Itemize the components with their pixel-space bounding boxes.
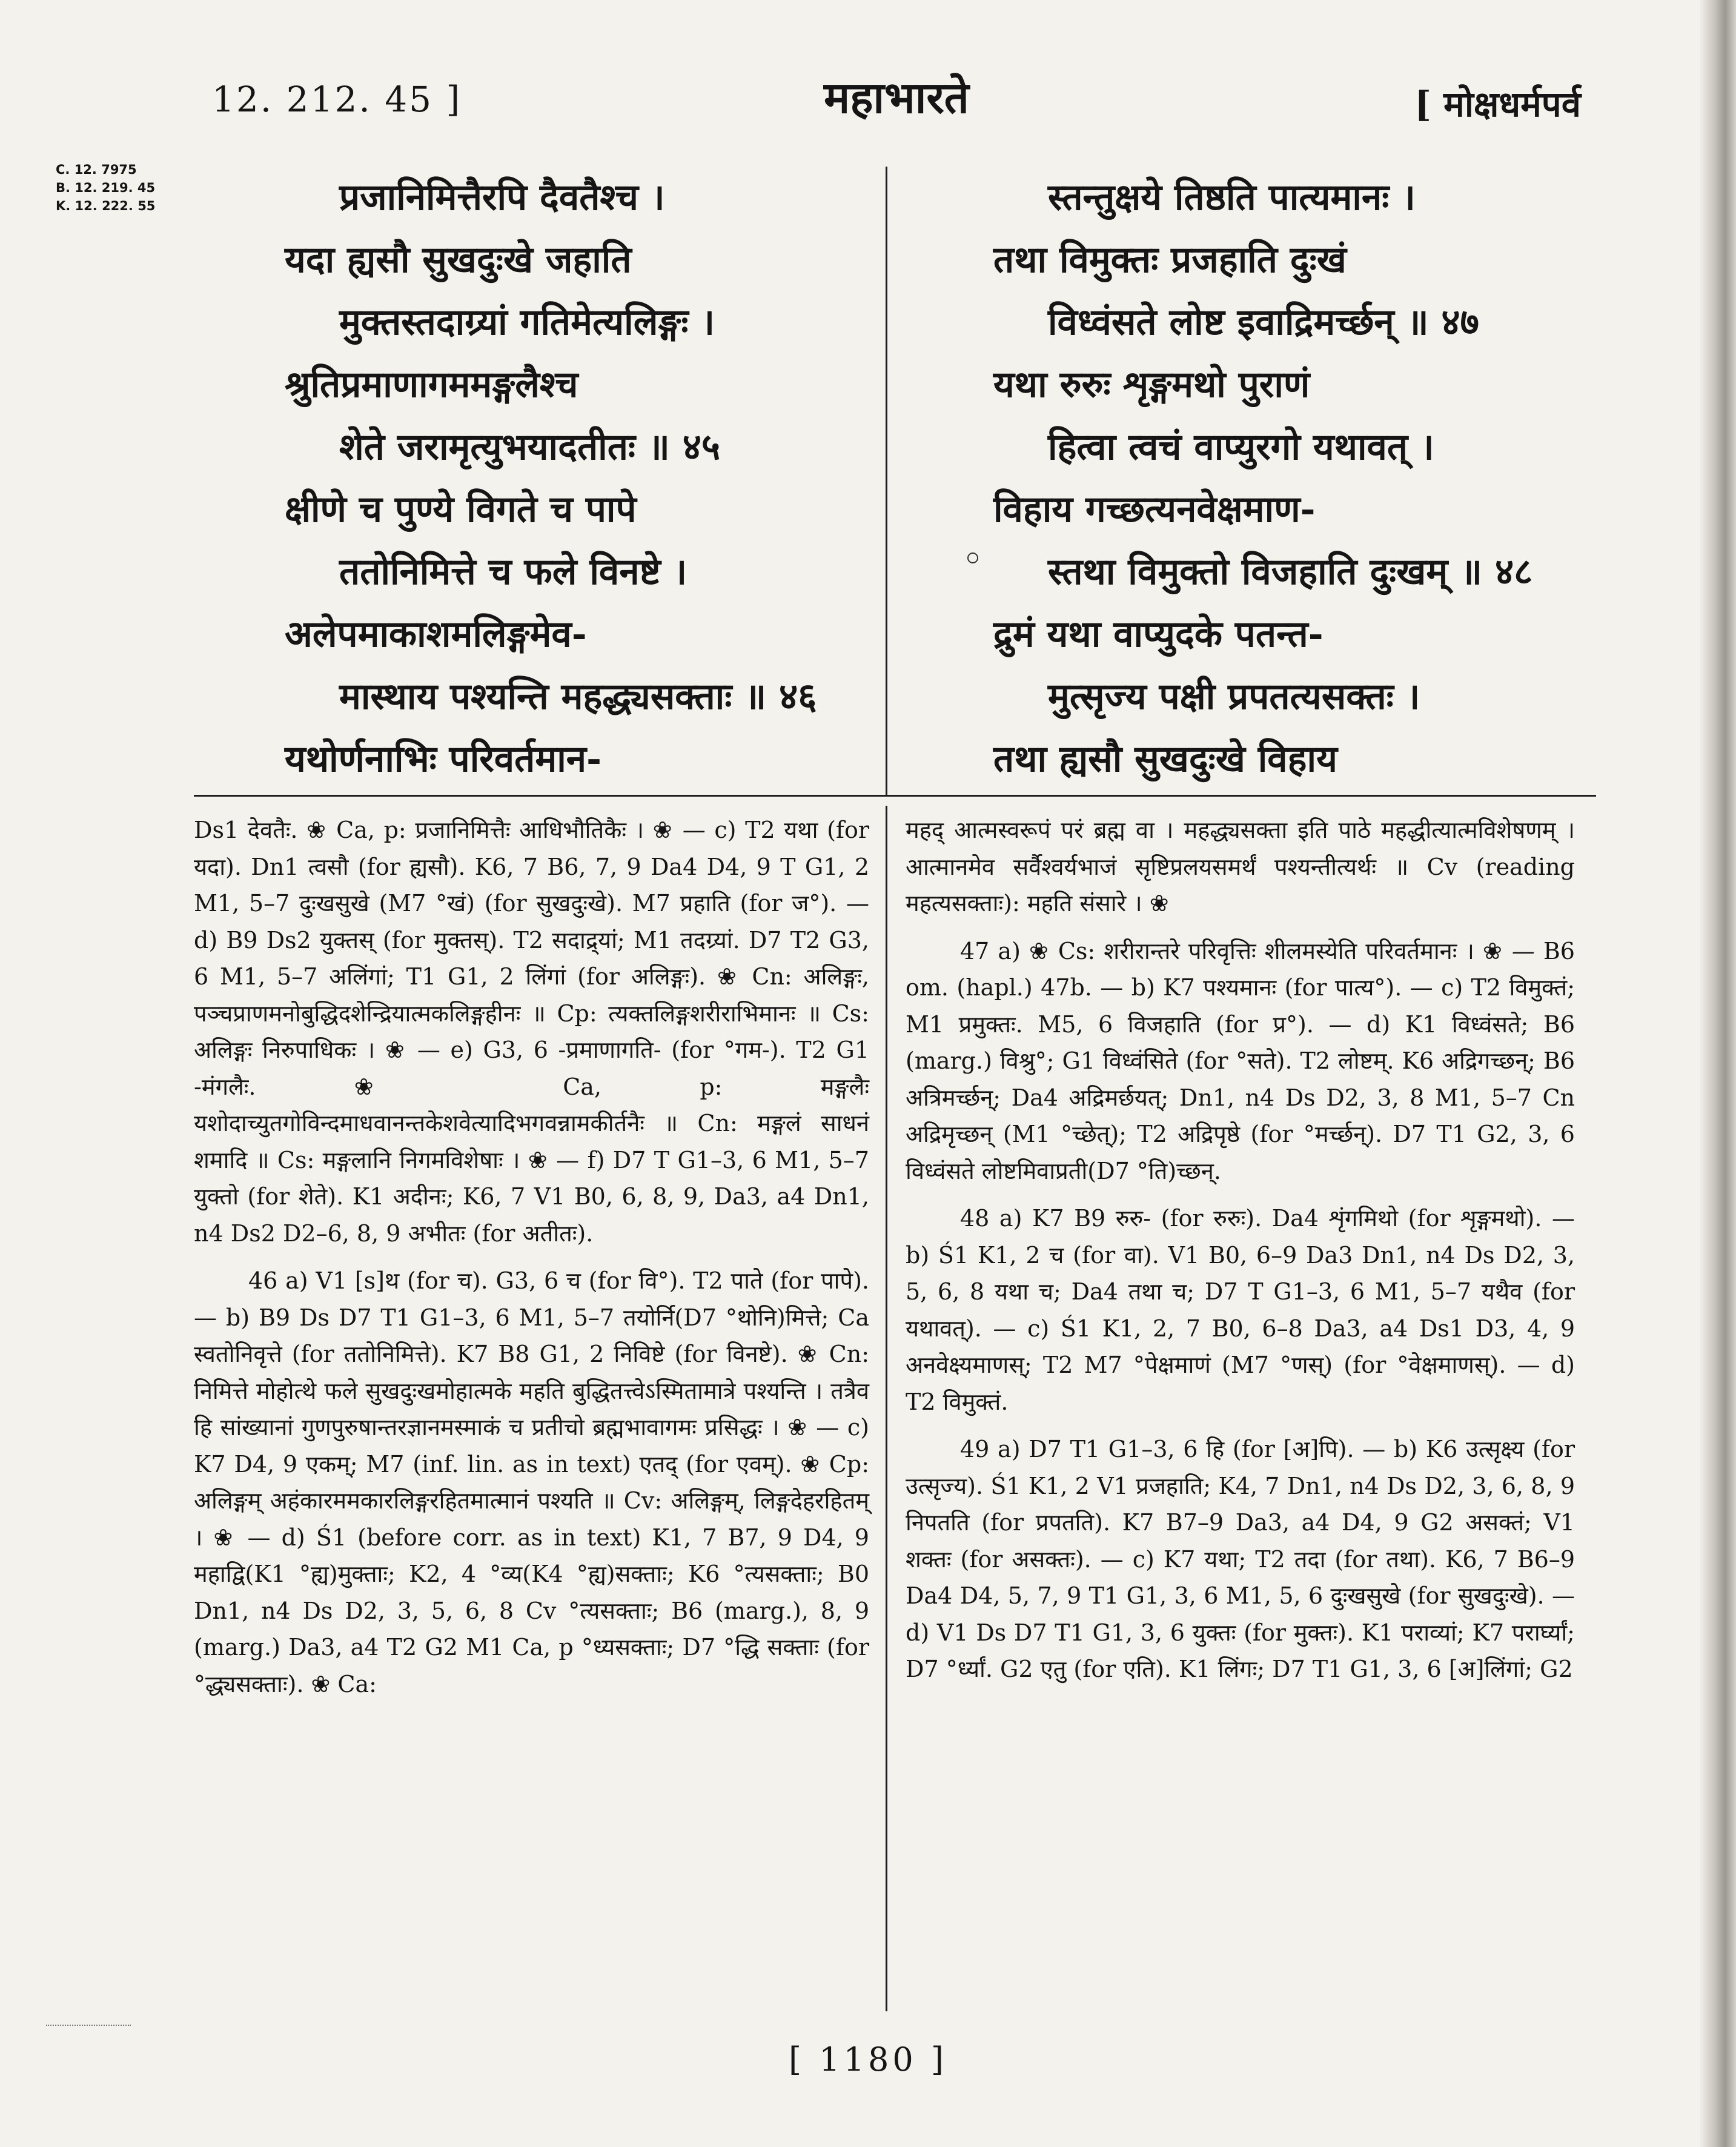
verse-line: प्रजानिमित्तैरपि दैवतैश्च । xyxy=(339,176,665,219)
verse-line: मुक्तस्तदाग्र्यां गतिमेत्यलिङ्गः । xyxy=(339,301,715,343)
section-title: [ मोक्षधर्मपर्व xyxy=(1414,84,1581,125)
critical-apparatus-left xyxy=(194,812,869,1713)
apparatus-note: 47 a) ❀ Cs: शरीरान्तरे परिवृत्तिः शीलमस्येति परिवर्तमानः । ❀ — B6 om. (hapl.) 47b. — b) K7 पश्यमानः (for पात्य°). — c) T2 विमुक्तं; M1 प्रमुक्तः. M5, 6 विजहाति (for प्र°). — d) K1 विध्वंसते; B6 (marg.) विश्रु°; G1 विध्वंसिते (for °सते). T2 लोष्टम्. K6 अद्रिगच्छन्; B6 अत्रिमर्च्छन्; Da4 अद्रिमर्छयत्; Dn1, n4 Ds D2, 3, 8 M1, 5–7 Cn अद्रिमृच्छन् (M1 °च्छेत्); T2 अद्रिपृष्ठे (for °मर्च्छन्). D7 T1 G2, 3, 6 विध्वंसते लोष्टमिवाप्रती(D7 °ति)च्छन्. xyxy=(906,937,1575,1184)
apparatus-note: 49 a) D7 T1 G1–3, 6 हि (for [अ]पि). — b) K6 उत्सृक्ष्य (for उत्सृज्य). Ś1 K1, 2 V1 प्रजहाति; K4, 7 Dn1, n4 Ds D2, 3, 6, 8, 9 निपतति (for प्रपतति). K7 B7–9 Da3, a4 D4, 9 G2 असक्तं; V1 शक्तः (for असक्तः). — c) K7 यथा; T2 तदा (for तथा). K6, 7 B6–9 Da4 D4, 5, 7, 9 T1 G1, 3, 6 M1, 5, 6 दुःखसुखे (for सुखदुःखे). — d) V1 Ds D7 T1 G1, 3, 6 युक्तः (for मुक्तः). K1 पराव्यां; K7 परार्घ्यां; D7 °र्ध्यां. G2 एतु (for एति). K1 लिंगः; D7 T1 G1, 3, 6 [अ]लिंगां; G2 xyxy=(906,1436,1575,1682)
critical-apparatus-right xyxy=(906,812,1575,1699)
concordance-b: B. 12. 219. 45 xyxy=(56,181,156,195)
verse-line: स्तथा विमुक्तो विजहाति दुःखम् ॥ ४८ xyxy=(1048,551,1533,593)
verse-line: यथा रुरुः शृङ्गमथो पुराणं xyxy=(993,363,1310,406)
verse-line: हित्वा त्वचं वाप्युरगो यथावत् । xyxy=(1048,426,1434,468)
verse-line: अलेपमाकाशमलिङ्गमेव- xyxy=(285,613,587,655)
running-header xyxy=(200,67,1593,139)
verse-column-right xyxy=(993,167,1599,791)
apparatus-note: 48 a) K7 B9 रुरु- (for रुरुः). Da4 शृंगमिथो (for शृङ्गमथो). — b) Ś1 K1, 2 च (for वा). V1 B0, 6–9 Da3 Dn1, n4 Ds D2, 3, 5, 6, 8 यथा च; Da4 तथा च; D7 T G1–3, 6 M1, 5–7 यथैव (for यथावत्). — c) Ś1 K1, 2, 7 B0, 6–8 Da3, a4 Ds1 D3, 4, 9 अनवेक्ष्यमाणस्; T2 M7 °पेक्षमाणं (M7 °णस्) (for °वेक्षमाणस्). — d) T2 विमुक्तं. xyxy=(906,1205,1575,1415)
column-divider-upper xyxy=(886,167,887,797)
concordance-c: C. 12. 7975 xyxy=(56,162,137,177)
verse-line: मुत्सृज्य पक्षी प्रपतत्यसक्तः । xyxy=(1048,675,1420,718)
verse-line: शेते जरामृत्युभयादतीतः ॥ ४५ xyxy=(339,426,721,468)
verse-line: ततोनिमित्ते च फले विनष्टे । xyxy=(339,551,687,593)
verse-line: द्रुमं यथा वाप्युदके पतन्त- xyxy=(993,613,1324,655)
verse-line: विहाय गच्छत्यनवेक्षमाण- xyxy=(993,488,1316,531)
concordance-references xyxy=(56,161,195,215)
margin-mark xyxy=(46,2021,131,2026)
verse-line: मास्थाय पश्यन्ति महद्ध्यसक्ताः ॥ ४६ xyxy=(339,675,817,718)
page-number: [ 1180 ] xyxy=(789,2040,947,2079)
verse-line: विध्वंसते लोष्ट इवाद्रिमर्च्छन् ॥ ४७ xyxy=(1048,301,1479,343)
verse-line: यथोर्णनाभिः परिवर्तमान- xyxy=(285,738,601,780)
apparatus-note: महद् आत्मस्वरूपं परं ब्रह्म वा । महद्ध्यसक्ता इति पाठे महद्धीत्यात्मविशेषणम् । आत्मानमेव सर्वैश्वर्यभाजं सृष्टिप्रलयसमर्थं पश्यन्तीत्यर्थः ॥ Cv (reading महत्यसक्ताः): महति संसारे । ❀ xyxy=(906,817,1575,917)
apparatus-rule xyxy=(194,795,1596,797)
verse-reference: 12. 212. 45 ] xyxy=(212,79,462,120)
verse-line: स्तन्तुक्षये तिष्ठति पात्यमानः । xyxy=(1048,176,1416,219)
column-divider-lower xyxy=(886,806,887,2011)
concordance-k: K. 12. 222. 55 xyxy=(56,199,156,213)
print-speck xyxy=(967,553,978,563)
apparatus-note: Ds1 देवतैः. ❀ Ca, p: प्रजानिमित्तैः आधिभौतिकैः । ❀ — c) T2 यथा (for यदा). Dn1 त्वसौ (for ह्यसौ). K6, 7 B6, 7, 9 Da4 D4, 9 T G1, 2 M1, 5–7 दुःखसुखे (M7 °खं) (for सुखदुःखे). M7 प्रहाति (for ज°). — d) B9 Ds2 युक्तस् (for मुक्तस्). T2 सदाद्र्यां; M1 तदग्र्यां. D7 T2 G3, 6 M1, 5–7 अलिंगां; T1 G1, 2 लिंगां (for अलिङ्गः). ❀ Cn: अलिङ्गः, पञ्चप्राणमनोबुद्धिदशेन्द्रियात्मकलिङ्गहीनः ॥ Cp: त्यक्तलिङ्गशरीराभिमानः ॥ Cs: अलिङ्गः निरुपाधिकः । ❀ — e) G3, 6 -प्रमाणागति- (for °गम-). T2 G1 -मंगलैः. ❀ Ca, p: मङ्गलैः यशोदाच्युतगोविन्दमाधवानन्तकेशवेत्यादिभगवन्नामकीर्तनैः ॥ Cn: मङ्गलं साधनं शमादि ॥ Cs: मङ्गलानि निगमविशेषाः । ❀ — f) D7 T G1–3, 6 M1, 5–7 युक्तो (for शेते). K1 अदीनः; K6, 7 V1 B0, 6, 8, 9, Da3, a4 Dn1, n4 Ds2 D2–6, 8, 9 अभीतः (for अतीतः). xyxy=(194,817,869,1247)
verse-line: श्रुतिप्रमाणागममङ्गलैश्च xyxy=(285,363,578,406)
page-edge-shadow xyxy=(1700,0,1736,2147)
verse-line: यदा ह्यसौ सुखदुःखे जहाति xyxy=(285,239,632,281)
page-title: महाभारते xyxy=(824,71,969,123)
verse-line: क्षीणे च पुण्ये विगते च पापे xyxy=(285,488,637,531)
verse-line: तथा विमुक्तः प्रजहाति दुःखं xyxy=(993,239,1347,281)
verse-column-left xyxy=(285,167,872,791)
verse-line: तथा ह्यसौ सुखदुःखे विहाय xyxy=(993,738,1337,780)
apparatus-note: 46 a) V1 [s]थ (for च). G3, 6 च (for वि°). T2 पाते (for पापे). — b) B9 Ds D7 T1 G1–3, 6 M1, 5–7 तयोर्नि(D7 °थोनि)मित्ते; Ca स्वतोनिवृत्ते (for ततोनिमित्ते). K7 B8 G1, 2 निविष्टे (for विनष्टे). ❀ Cn: निमित्ते मोहोत्थे फले सुखदुःखमोहात्मके महति बुद्धितत्त्वेऽस्मितामात्रे पश्यन्ति । तत्रैव हि सांख्यानां गुणपुरुषान्तरज्ञानमस्माकं च प्रतीचो ब्रह्मभावागमः प्रसिद्धः । ❀ — c) K7 D4, 9 एकम्; M7 (inf. lin. as in text) एतद् (for एवम्). ❀ Cp: अलिङ्गम् अहंकारममकारलिङ्गरहितमात्मानं पश्यति ॥ Cv: अलिङ्गम्, लिङ्गदेहरहितम् । ❀ — d) Ś1 (before corr. as in text) K1, 7 B7, 9 D4, 9 महाद्वि(K1 °ह्य)मुक्ताः; K2, 4 °व्य(K4 °ह्य)सक्ताः; K6 °त्यसक्ताः; B0 Dn1, n4 Ds D2, 3, 5, 6, 8 Cv °त्यसक्ताः; B6 (marg.), 8, 9 (marg.) Da3, a4 T2 G2 M1 Ca, p °ध्यसक्ताः; D7 °द्धि सक्ताः (for °द्ध्यसक्ताः). ❀ Ca: xyxy=(194,1267,870,1697)
